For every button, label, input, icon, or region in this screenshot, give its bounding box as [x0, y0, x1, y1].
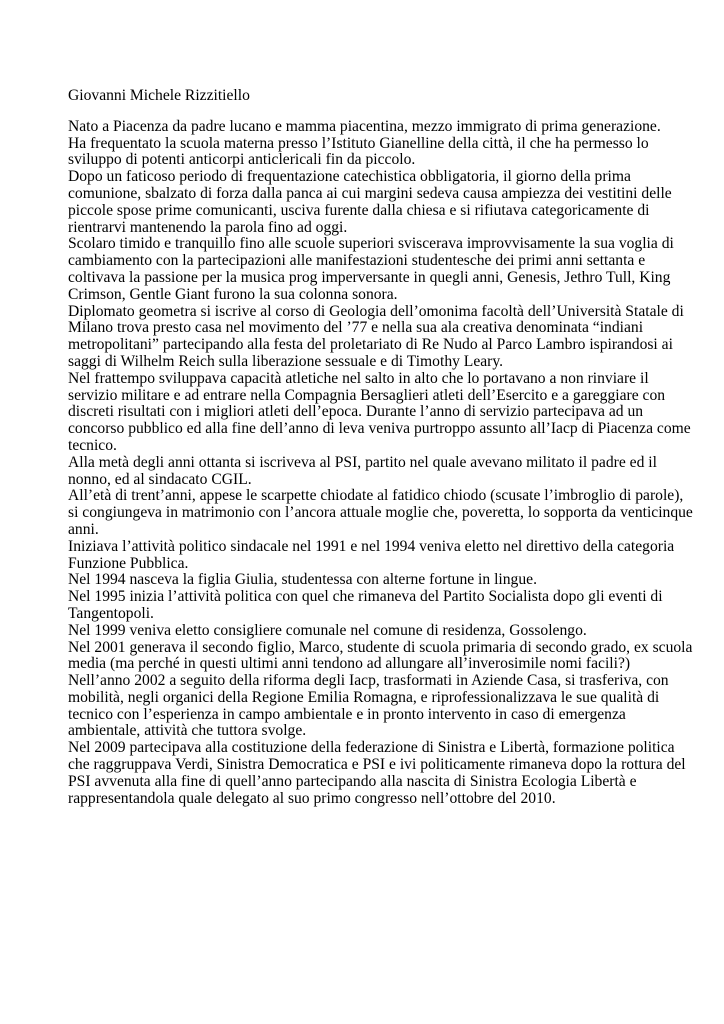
- paragraph: [68, 304, 693, 371]
- paragraph: [68, 488, 693, 538]
- text-line: tecnico.: [68, 436, 117, 454]
- text-line: Crimson, Gentle Giant furono la sua colonna sonora.: [68, 285, 398, 303]
- paragraph: [68, 673, 693, 740]
- text-line: nonno, ed al sindacato CGIL.: [68, 470, 252, 488]
- text-line: All’età di trent’anni, appese le scarpette chiodate al fatidico chiodo (scusate l’imbroglio di parole),: [68, 487, 684, 505]
- paragraph: [68, 572, 693, 589]
- paragraph: [68, 371, 693, 455]
- text-line: Scolaro timido e tranquillo fino alle scuole superiori sviscerava improvvisamente la sua voglia di: [68, 235, 674, 253]
- document-title: Giovanni Michele Rizzitiello: [68, 87, 250, 104]
- text-line: Funzione Pubblica.: [68, 554, 189, 572]
- text-line: media (ma perché in questi ultimi anni tendono ad allungare all’inverosimile nomi facili?): [68, 655, 631, 673]
- text-line: si congiungeva in matrimonio con l’ancora attuale moglie che, poveretta, lo sopporta da venticinque: [68, 504, 693, 522]
- paragraph: [68, 236, 693, 303]
- text-line: Nel 1995 inizia l’attività politica con quel che rimaneva del Partito Socialista dopo gli eventi di: [68, 588, 663, 606]
- text-line: Dopo un faticoso periodo di frequentazione catechistica obbligatoria, il giorno della prima: [68, 168, 631, 186]
- text-line: Nell’anno 2002 a seguito della riforma degli Iacp, trasformati in Aziende Casa, si trasferiva, con: [68, 672, 669, 690]
- text-line: mobilità, negli organici della Regione Emilia Romagna, e riprofessionalizzava le sue qualità di: [68, 688, 660, 706]
- paragraph: [68, 623, 693, 640]
- text-line: Ha frequentato la scuola materna presso l’Istituto Gianelline della città, il che ha permesso lo: [68, 134, 649, 152]
- text-line: che raggruppava Verdi, Sinistra Democratica e PSI e ivi politicamente rimaneva dopo la rottura del: [68, 756, 686, 774]
- text-line: rientrarvi mantenendo la parola fino ad oggi.: [68, 218, 348, 236]
- text-line: Alla metà degli anni ottanta si iscriveva al PSI, partito nel quale avevano militato il padre ed il: [68, 453, 657, 471]
- text-line: cambiamento con la partecipazioni alle manifestazioni studentesche dei primi anni settanta e: [68, 252, 646, 270]
- text-line: coltivava la passione per la musica prog imperversante in quegli anni, Genesis, Jethro Tull, King: [68, 268, 671, 286]
- paragraph: [68, 136, 693, 170]
- text-line: Milano trova presto casa nel movimento del ’77 e nella sua ala creativa denominata “indiani: [68, 319, 644, 337]
- text-line: PSI avvenuta alla fine di quell’anno partecipando alla nascita di Sinistra Ecologia Libertà e: [68, 772, 637, 790]
- paragraph: [68, 169, 693, 236]
- document-body: [68, 119, 693, 808]
- text-line: rappresentandola quale delegato al suo primo congresso nell’ottobre del 2010.: [68, 789, 556, 807]
- text-line: Nel 1994 nasceva la figlia Giulia, studentessa con alterne fortune in lingue.: [68, 571, 537, 589]
- paragraph: [68, 455, 693, 489]
- text-line: comunione, sbalzato di forza dalla panca ai cui margini sedeva causa ampiezza dei vestitini delle: [68, 184, 672, 202]
- text-line: saggi di Wilhelm Reich sulla liberazione sessuale e di Timothy Leary.: [68, 352, 504, 370]
- text-line: Tangentopoli.: [68, 604, 154, 622]
- text-line: Nel 2009 partecipava alla costituzione della federazione di Sinistra e Libertà, formazione politica: [68, 739, 675, 757]
- text-line: discreti risultati con i migliori atleti dell’epoca. Durante l’anno di servizio partecipava ad un: [68, 403, 644, 421]
- text-line: tecnico con l’esperienza in campo ambientale e in pronto intervento in caso di emergenza: [68, 705, 626, 723]
- text-line: piccole spose prime comunicanti, usciva furente dalla chiesa e si rifiutava categoricamente di: [68, 201, 650, 219]
- text-line: Nel 2001 generava il secondo figlio, Marco, studente di scuola primaria di secondo grado, ex scuola: [68, 638, 693, 656]
- paragraph: [68, 119, 693, 136]
- text-line: Diplomato geometra si iscrive al corso di Geologia dell’omonima facoltà dell’Università Statale di: [68, 302, 684, 320]
- paragraph: [68, 589, 693, 623]
- text-line: sviluppo di potenti anticorpi anticlericali fin da piccolo.: [68, 151, 416, 169]
- text-line: Nel frattempo sviluppava capacità atletiche nel salto in alto che lo portavano a non rinviare il: [68, 369, 649, 387]
- text-line: servizio militare e ad entrare nella Compagnia Bersaglieri atleti dell’Esercito e a gareggiare con: [68, 386, 666, 404]
- text-line: Nato a Piacenza da padre lucano e mamma piacentina, mezzo immigrato di prima generazione.: [68, 117, 661, 135]
- paragraph: [68, 740, 693, 807]
- text-line: concorso pubblico ed alla fine dell’anno di leva veniva purtroppo assunto all’Iacp di Piacenza come: [68, 420, 691, 438]
- text-line: Iniziava l’attività politico sindacale nel 1991 e nel 1994 veniva eletto nel direttivo della categoria: [68, 537, 675, 555]
- text-line: anni.: [68, 520, 99, 538]
- paragraph: [68, 640, 693, 674]
- text-line: metropolitani” partecipando alla festa del proletariato di Re Nudo al Parco Lambro ispirandosi ai: [68, 336, 673, 354]
- document-page: [68, 88, 693, 807]
- text-line: ambientale, attività che tuttora svolge.: [68, 722, 307, 740]
- paragraph: [68, 539, 693, 573]
- text-line: Nel 1999 veniva eletto consigliere comunale nel comune di residenza, Gossolengo.: [68, 621, 587, 639]
